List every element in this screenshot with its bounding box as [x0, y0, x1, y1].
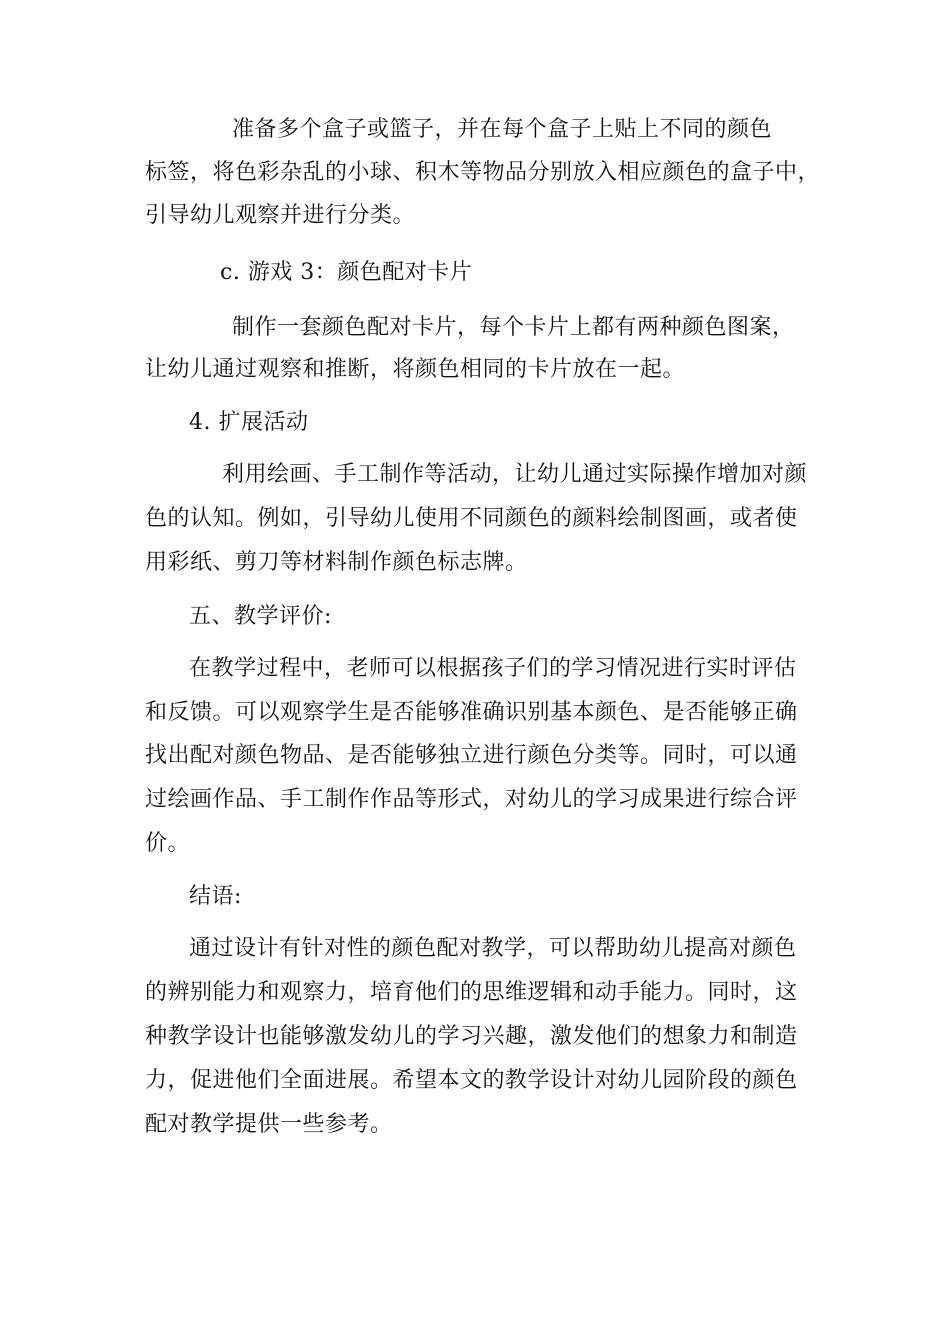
paragraph-line: 准备多个盒子或篮子，并在每个盒子上贴上不同的颜色	[232, 117, 773, 142]
paragraph-line: 配对教学提供一些参考。	[145, 1112, 393, 1137]
section-heading: 结语:	[189, 884, 242, 909]
paragraph-line: 利用绘画、手工制作等活动，让幼儿通过实际操作增加对颜	[222, 462, 808, 487]
paragraph-line: 用彩纸、剪刀等材料制作颜色标志牌。	[145, 550, 528, 575]
section-heading: 4. 扩展活动	[189, 410, 309, 435]
paragraph-line: 让幼儿通过观察和推断，将颜色相同的卡片放在一起。	[145, 357, 686, 382]
paragraph-line: 的辨别能力和观察力，培育他们的思维逻辑和动手能力。同时，这	[145, 980, 798, 1005]
paragraph-line: 制作一套颜色配对卡片，每个卡片上都有两种颜色图案，	[232, 315, 795, 340]
paragraph-line: 通过设计有针对性的颜色配对教学，可以帮助幼儿提高对颜色	[189, 936, 797, 961]
section-heading: 五、教学评价:	[189, 604, 332, 629]
paragraph-line: 价。	[145, 831, 191, 856]
paragraph-line: 在教学过程中，老师可以根据孩子们的学习情况进行实时评估	[189, 656, 797, 681]
paragraph-line: 引导幼儿观察并进行分类。	[145, 203, 416, 228]
paragraph-line: 力，促进他们全面进展。希望本文的教学设计对幼儿园阶段的颜色	[145, 1068, 798, 1093]
paragraph-line: 标签，将色彩杂乱的小球、积木等物品分别放入相应颜色的盒子中，	[145, 160, 821, 185]
paragraph-line: 色的认知。例如，引导幼儿使用不同颜色的颜料绘制图画，或者使	[145, 506, 798, 531]
paragraph-line: 找出配对颜色物品、是否能够独立进行颜色分类等。同时，可以通	[145, 743, 798, 768]
paragraph-line: 过绘画作品、手工制作作品等形式，对幼儿的学习成果进行综合评	[145, 787, 798, 812]
paragraph-line: 种教学设计也能够激发幼儿的学习兴趣，激发他们的想象力和制造	[145, 1024, 798, 1049]
paragraph-line: 和反馈。可以观察学生是否能够准确识别基本颜色、是否能够正确	[145, 700, 798, 725]
section-heading: c. 游戏 3：颜色配对卡片	[220, 260, 473, 285]
